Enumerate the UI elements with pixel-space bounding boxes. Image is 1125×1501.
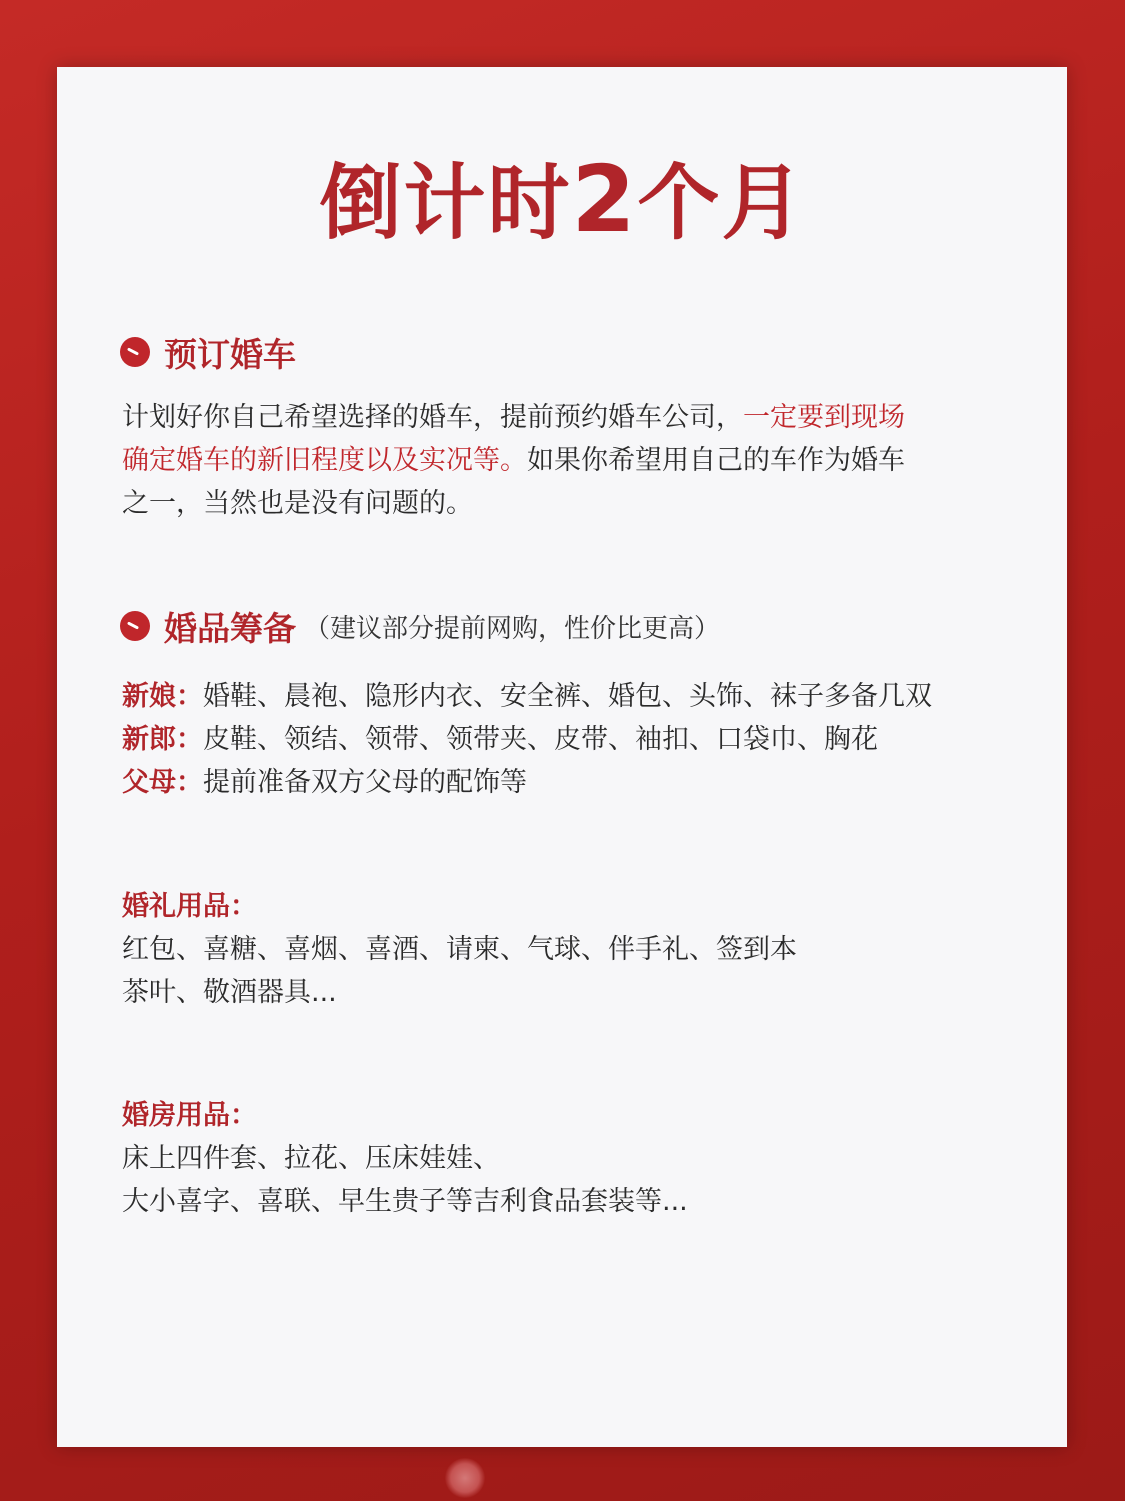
section-heading-car: [120, 327, 296, 377]
item-value: 皮鞋、领结、领带、领带夹、皮带、袖扣、口袋巾、胸花: [203, 724, 878, 755]
list-item: [122, 718, 1002, 761]
item-label: 父母：: [122, 767, 203, 798]
list-line: 床上四件套、拉花、压床娃娃、: [122, 1143, 500, 1174]
car-paragraph: [122, 396, 1002, 525]
list-line: 茶叶、敬酒器具...: [122, 977, 337, 1008]
item-label: 新娘：: [122, 681, 203, 712]
title-prefix: 倒计时: [319, 156, 572, 251]
bullet-icon: [120, 337, 150, 367]
flower-decoration-icon: [445, 1458, 485, 1498]
list-line: 大小喜字、喜联、早生贵子等吉利食品套装等...: [122, 1186, 688, 1217]
item-value: 婚鞋、晨袍、隐形内衣、安全裤、婚包、头饰、袜子多备几双: [203, 681, 932, 712]
paragraph-text: 之一，当然也是没有问题的。: [122, 488, 473, 519]
title-suffix: 个月: [637, 156, 806, 251]
goods-list: [122, 675, 1002, 804]
highlight-text: 一定要到现场: [743, 402, 905, 433]
item-label: 新郎：: [122, 724, 203, 755]
list-line: 红包、喜糖、喜烟、喜酒、请柬、气球、伴手礼、签到本: [122, 934, 797, 965]
highlight-text: 确定婚车的新旧程度以及实况等。: [122, 445, 527, 476]
subsection-title: 婚房用品：: [122, 1100, 257, 1131]
paragraph-text: 如果你希望用自己的车作为婚车: [527, 445, 905, 476]
page-title: [0, 146, 1125, 254]
list-item: [122, 675, 1002, 718]
wedding-supplies: [122, 885, 1002, 1014]
section-title: 婚品筹备: [164, 608, 296, 648]
list-item: [122, 761, 1002, 804]
room-supplies: [122, 1094, 1002, 1223]
section-title: 预订婚车: [164, 334, 296, 374]
subsection-title: 婚礼用品：: [122, 891, 257, 922]
section-heading-goods: [120, 601, 720, 651]
title-number: 2: [571, 146, 638, 253]
bullet-icon: [120, 611, 150, 641]
item-value: 提前准备双方父母的配饰等: [203, 767, 527, 798]
paragraph-text: 计划好你自己希望选择的婚车，提前预约婚车公司，: [122, 402, 743, 433]
section-note: （建议部分提前网购，性价比更高）: [304, 613, 721, 644]
